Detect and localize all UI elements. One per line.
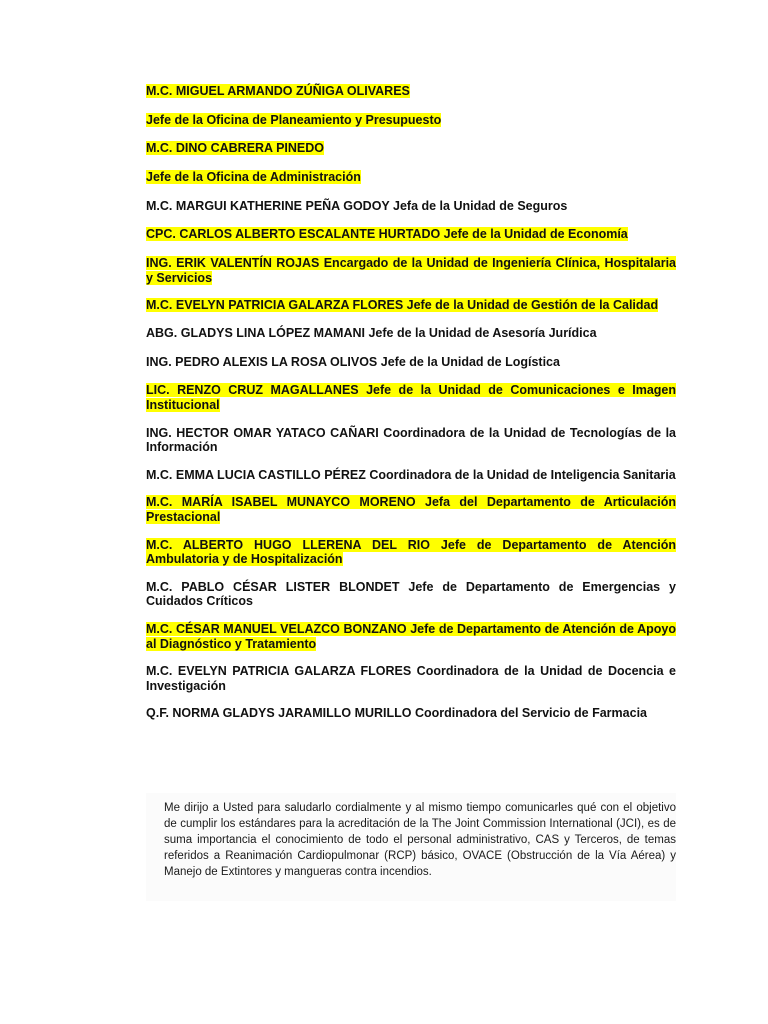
entry-text: ING. ERIK VALENTÍN ROJAS Encargado de la Unidad de Ingeniería Clínica, Hospitalaria y Servicios — [146, 256, 676, 285]
entry-text: M.C. EMMA LUCIA CASTILLO PÉREZ Coordinadora de la Unidad de Inteligencia Sanitaria — [146, 467, 676, 482]
entry-text: Q.F. NORMA GLADYS JARAMILLO MURILLO Coordinadora del Servicio de Farmacia — [146, 706, 647, 721]
entry-text: M.C. CÉSAR MANUEL VELAZCO BONZANO Jefe de Departamento de Atención de Apoyo al Diagnóstico y Tratamiento — [146, 622, 676, 651]
recipient-entry — [146, 113, 676, 128]
recipient-entry — [146, 538, 676, 567]
entry-text: M.C. DINO CABRERA PINEDO — [146, 141, 325, 156]
recipient-entry — [146, 298, 676, 313]
entry-text: ING. PEDRO ALEXIS LA ROSA OLIVOS Jefe de la Unidad de Logística — [146, 354, 560, 369]
letter-body-text: Me dirijo a Usted para saludarlo cordialmente y al mismo tiempo comunicarles qué con el objetivo de cumplir los estándares para la acreditación de la The Joint Commission International (JCI), es de suma importancia el conocimiento de todo el personal administrativo, CAS y Terceros, de temas referidos a Reanimación Cardiopulmonar (RCP) básico, OVACE (Obstrucción de la Vía Aérea) y Manejo de Extintores y mangueras contra incendios. — [164, 802, 676, 878]
recipient-entry — [146, 227, 676, 242]
recipient-entry — [146, 468, 676, 483]
recipient-entry — [146, 141, 676, 156]
recipient-list — [146, 84, 676, 735]
entry-text: M.C. ALBERTO HUGO LLERENA DEL RIO Jefe de Departamento de Atención Ambulatoria y de Hospitalización — [146, 537, 676, 567]
recipient-entry — [146, 495, 676, 524]
entry-text: ABG. GLADYS LINA LÓPEZ MAMANI Jefe de la Unidad de Asesoría Jurídica — [146, 326, 597, 340]
recipient-entry — [146, 256, 676, 285]
recipient-entry — [146, 383, 676, 412]
entry-text: M.C. MIGUEL ARMANDO ZÚÑIGA OLIVARES — [146, 84, 410, 98]
letter-body-box — [146, 793, 676, 901]
entry-text: Jefe de la Oficina de Administración — [146, 170, 361, 185]
recipient-entry — [146, 580, 676, 609]
recipient-entry — [146, 706, 676, 721]
recipient-entry — [146, 84, 676, 99]
recipient-entry — [146, 664, 676, 693]
entry-text: LIC. RENZO CRUZ MAGALLANES Jefe de la Unidad de Comunicaciones e Imagen Institucional — [146, 383, 676, 412]
entry-text: M.C. MARÍA ISABEL MUNAYCO MORENO Jefa del Departamento de Articulación Prestacional — [146, 495, 676, 524]
entry-text: M.C. PABLO CÉSAR LISTER BLONDET Jefe de Departamento de Emergencias y Cuidados Críticos — [146, 579, 676, 609]
recipient-entry — [146, 426, 676, 455]
entry-text: M.C. MARGUI KATHERINE PEÑA GODOY Jefa de la Unidad de Seguros — [146, 198, 568, 213]
recipient-entry — [146, 355, 676, 370]
recipient-entry — [146, 326, 676, 341]
recipient-entry — [146, 199, 676, 214]
entry-text: M.C. EVELYN PATRICIA GALARZA FLORES Jefe de la Unidad de Gestión de la Calidad — [146, 298, 659, 313]
entry-text: M.C. EVELYN PATRICIA GALARZA FLORES Coordinadora de la Unidad de Docencia e Investigación — [146, 664, 676, 693]
recipient-entry — [146, 622, 676, 651]
entry-text: CPC. CARLOS ALBERTO ESCALANTE HURTADO Jefe de la Unidad de Economía — [146, 227, 628, 242]
entry-text: Jefe de la Oficina de Planeamiento y Presupuesto — [146, 112, 442, 127]
recipient-entry — [146, 170, 676, 185]
entry-text: ING. HECTOR OMAR YATACO CAÑARI Coordinadora de la Unidad de Tecnologías de la Información — [146, 425, 676, 455]
